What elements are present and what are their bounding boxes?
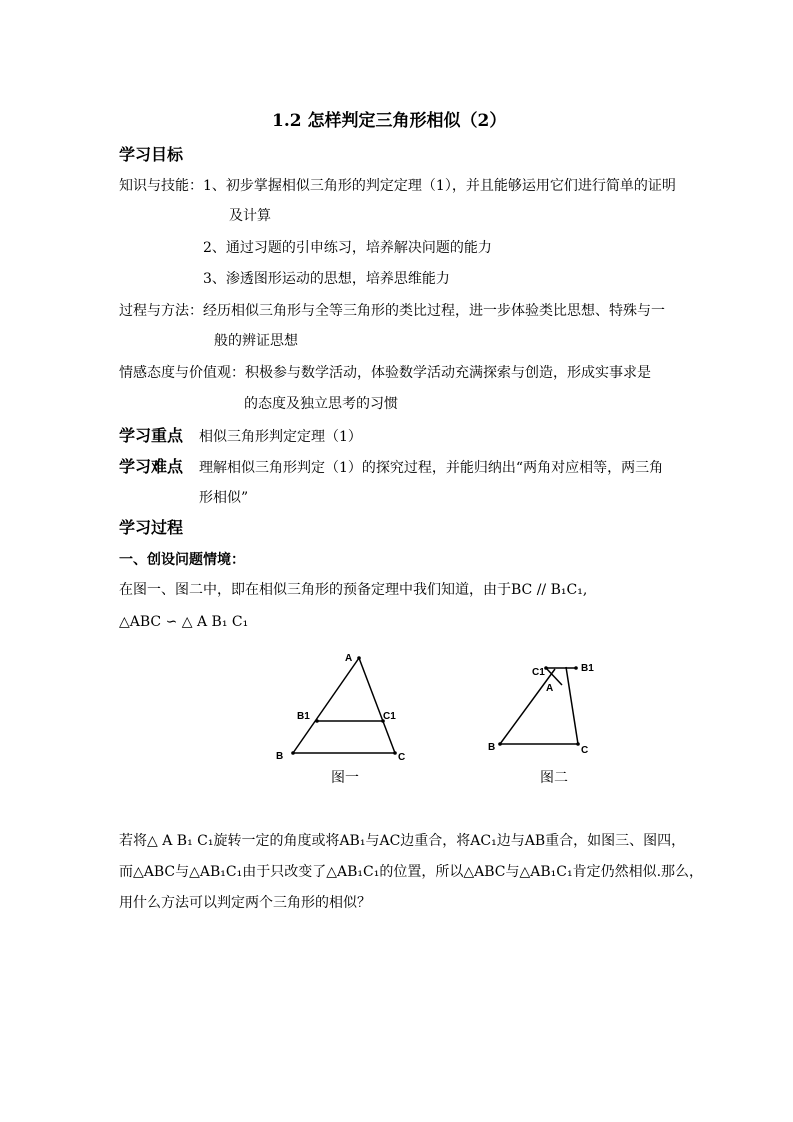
intro-paragraph-line-1: 在图一、图二中，即在相似三角形的预备定理中我们知道，由于BC // B₁C₁, [119, 582, 588, 598]
fig1-label-c1: C1 [383, 711, 396, 722]
figure-2 [480, 655, 610, 790]
fig2-label-c1: C1 [532, 667, 545, 678]
process-method-line-2: 般的辨证思想 [214, 333, 298, 349]
key-point-label: 学习重点 [119, 426, 184, 445]
process-method-line-1: 过程与方法：经历相似三角形与全等三角形的类比过程，进一步体验类比思想、特殊与一 [119, 303, 665, 319]
rotation-paragraph-line-2: 而△ABC与△AB₁C₁由于只改变了△AB₁C₁的位置，所以△ABC与△AB₁C₁肯定仍然相似.那么， [119, 864, 704, 880]
learning-process-heading: 学习过程 [119, 518, 184, 537]
fig2-label-b1: B1 [581, 663, 594, 674]
figure-1 [270, 645, 420, 790]
fig2-label-c: C [581, 745, 589, 756]
fig1-label-b: B [276, 751, 284, 762]
fig2-caption: 图二 [540, 769, 568, 785]
knowledge-item-3: 3、渗透图形运动的思想，培养思维能力 [203, 271, 450, 287]
rotation-paragraph-line-3: 用什么方法可以判定两个三角形的相似？ [119, 895, 371, 911]
fig1-label-b1: B1 [297, 711, 310, 722]
intro-paragraph-line-2: △ABC ∽ △ A B₁ C₁ [119, 614, 249, 630]
key-point-text: 相似三角形判定定理（1） [199, 429, 362, 445]
page-title: 1.2 怎样判定三角形相似（2） [272, 111, 507, 131]
knowledge-item-1-line-2: 及计算 [229, 208, 271, 224]
fig1-caption: 图一 [331, 769, 359, 785]
emotion-attitude-line-1: 情感态度与价值观：积极参与数学活动，体验数学活动充满探索与创造，形成实事求是 [119, 365, 651, 381]
rotation-paragraph-line-1: 若将△ A B₁ C₁旋转一定的角度或将AB₁与AC边重合，将AC₁边与AB重合，如图三、图四， [119, 833, 686, 849]
knowledge-item-1-line-1: 1、初步掌握相似三角形的判定定理（1），并且能够运用它们进行简单的证明 [203, 178, 676, 194]
emotion-attitude-line-2: 的态度及独立思考的习惯 [244, 396, 398, 412]
difficulty-line-2: 形相似” [199, 490, 249, 506]
section-1-heading: 一、创设问题情境： [119, 552, 245, 568]
knowledge-item-2: 2、通过习题的引申练习，培养解决问题的能力 [203, 240, 492, 256]
difficulty-line-1: 理解相似三角形判定（1）的探究过程，并能归纳出“两角对应相等，两三角 [199, 460, 664, 476]
knowledge-label: 知识与技能： [119, 178, 203, 194]
fig2-label-a: A [546, 683, 554, 694]
fig1-label-c: C [398, 752, 406, 763]
difficulty-label: 学习难点 [119, 457, 184, 476]
fig1-label-a: A [345, 653, 353, 664]
objectives-heading: 学习目标 [119, 145, 184, 164]
fig2-label-b: B [488, 742, 496, 753]
